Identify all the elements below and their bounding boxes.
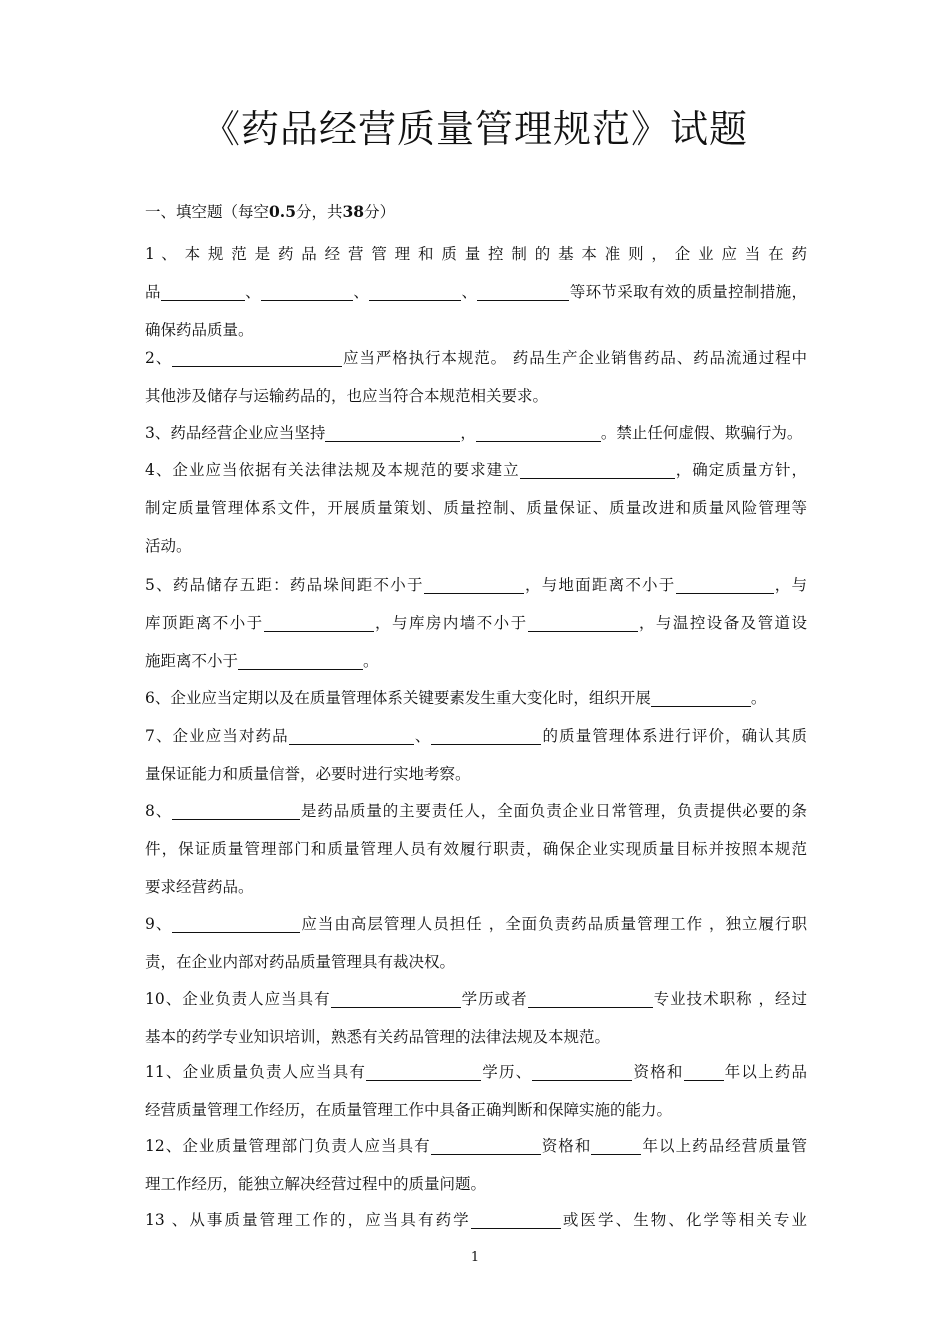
question-12: [145, 1127, 807, 1203]
fill-in-blank[interactable]: [325, 421, 460, 442]
question-text: 、: [353, 283, 370, 301]
fill-in-blank[interactable]: [520, 458, 675, 479]
question-10-line-2: [145, 1018, 807, 1056]
question-text: 。禁止任何虚假、欺骗行为。: [600, 424, 803, 442]
fill-in-blank[interactable]: [431, 724, 541, 745]
question-text: 9、: [145, 915, 173, 933]
question-text: 等环节采取有效的质量控制措施，: [569, 283, 807, 301]
question-text: 或医学、生物、化学等相关专业: [560, 1211, 807, 1229]
question-text: 2、: [145, 349, 173, 367]
question-text: 制定质量管理体系文件，开展质量策划、质量控制、质量保证、质量改进和质量风险管理等: [145, 499, 807, 517]
question-7-line-2: [145, 755, 807, 793]
question-text: 13 、从事质量管理工作的，应当具有药学: [145, 1211, 471, 1229]
question-4-line-1: [145, 451, 807, 489]
question-text: 确保药品质量。: [145, 321, 254, 339]
question-10-line-1: [145, 980, 807, 1018]
fill-in-blank[interactable]: [676, 573, 774, 594]
question-text: 、: [244, 283, 262, 301]
question-3-line-1: [145, 414, 807, 452]
question-text: 10、企业负责人应当具有: [145, 990, 331, 1008]
question-5: [145, 566, 807, 680]
question-2: [145, 339, 807, 415]
question-text: 应当由高层管理人员担任 ，全面负责药品质量管理工作 ，独立履行职: [300, 915, 807, 933]
question-text: 应当严格执行本规范。 药品生产企业销售药品、药品流通过程中: [342, 349, 807, 367]
question-text: 要求经营药品。: [145, 878, 254, 896]
question-11-line-1: [145, 1053, 807, 1091]
fill-in-blank[interactable]: [528, 611, 638, 632]
question-text: 5、药品储存五距：药品垛间距不小于: [145, 576, 424, 594]
question-text: 是药品质量的主要责任人，全面负责企业日常管理，负责提供必要的条: [300, 802, 807, 820]
question-text: 。: [363, 652, 379, 670]
question-text: ，与: [773, 576, 807, 594]
fill-in-blank[interactable]: [684, 1060, 724, 1081]
question-5-line-2: [145, 604, 807, 642]
question-1: [145, 235, 807, 349]
question-7: [145, 717, 807, 793]
question-text: 资格和: [540, 1137, 592, 1155]
question-8-line-3: [145, 868, 807, 906]
question-2-line-2: [145, 377, 807, 415]
question-text: 11、企业质量负责人应当具有: [145, 1063, 367, 1081]
question-text: 、: [461, 283, 478, 301]
question-13-line-1: [145, 1201, 807, 1239]
section-heading: 一、填空题（每空0.5分，共38分）: [145, 202, 396, 221]
question-text: 年以上药品经营质量管: [641, 1137, 807, 1155]
fill-in-blank[interactable]: [528, 987, 653, 1008]
question-text: 理工作经历，能独立解决经营过程中的质量问题。: [145, 1175, 487, 1193]
fill-in-blank[interactable]: [369, 280, 461, 301]
question-7-line-1: [145, 717, 807, 755]
question-text: 资格和: [632, 1063, 684, 1081]
document-title: 《药品经营质量管理规范》试题: [201, 107, 748, 151]
question-12-line-2: [145, 1165, 807, 1203]
question-2-line-1: [145, 339, 807, 377]
question-text: 基本的药学专业知识培训，熟悉有关药品管理的法律法规及本规范。: [145, 1028, 611, 1046]
question-text: 12、企业质量管理部门负责人应当具有: [145, 1137, 431, 1155]
question-9-line-1: [145, 905, 807, 943]
fill-in-blank[interactable]: [172, 912, 300, 933]
question-10: [145, 980, 807, 1056]
question-8-line-1: [145, 792, 807, 830]
question-text: 专业技术职称 ，经过: [652, 990, 807, 1008]
fill-in-blank[interactable]: [289, 724, 414, 745]
question-text: 6、企业应当定期以及在质量管理体系关键要素发生重大变化时，组织开展: [145, 689, 651, 707]
fill-in-blank[interactable]: [366, 1060, 481, 1081]
question-text: ，确定质量方针，: [674, 461, 807, 479]
fill-in-blank[interactable]: [651, 686, 751, 707]
question-text: 活动。: [145, 537, 192, 555]
question-text: 8、: [145, 802, 173, 820]
question-text: ，: [460, 424, 476, 442]
question-text: 品: [145, 283, 161, 301]
question-text: 经营质量管理工作经历，在质量管理工作中具备正确判断和保障实施的能力。: [145, 1101, 673, 1119]
question-text: 量保证能力和质量信誉，必要时进行实地考察。: [145, 765, 471, 783]
question-4: [145, 451, 807, 565]
question-3: [145, 414, 807, 452]
question-5-line-3: [145, 642, 807, 680]
question-text: 、: [413, 727, 432, 745]
fill-in-blank[interactable]: [424, 573, 524, 594]
question-text: ，与温控设备及管道设: [637, 614, 807, 632]
question-1-line-1: [145, 235, 807, 273]
question-text: 其他涉及储存与运输药品的，也应当符合本规范相关要求。: [145, 387, 549, 405]
question-6-line-1: [145, 679, 807, 717]
fill-in-blank[interactable]: [532, 1060, 632, 1081]
question-text: 4、企业应当依据有关法律法规及本规范的要求建立: [145, 461, 520, 479]
fill-in-blank[interactable]: [172, 346, 342, 367]
question-11-line-2: [145, 1091, 807, 1129]
question-9-line-2: [145, 943, 807, 981]
question-text: 。: [750, 689, 767, 707]
page-number: 1: [470, 1250, 480, 1265]
fill-in-blank[interactable]: [471, 1208, 561, 1229]
fill-in-blank[interactable]: [172, 799, 300, 820]
fill-in-blank[interactable]: [431, 1134, 541, 1155]
question-text: 年以上药品: [723, 1063, 807, 1081]
question-8-line-2: [145, 830, 807, 868]
fill-in-blank[interactable]: [238, 649, 363, 670]
fill-in-blank[interactable]: [331, 987, 461, 1008]
question-text: 7、企业应当对药品: [145, 727, 289, 745]
question-6: [145, 679, 807, 717]
question-text: 责，在企业内部对药品质量管理具有裁决权。: [145, 953, 456, 971]
question-text: 库顶距离不小于: [145, 614, 264, 632]
question-8: [145, 792, 807, 906]
question-13: [145, 1201, 807, 1239]
fill-in-blank[interactable]: [161, 280, 245, 301]
fill-in-blank[interactable]: [476, 421, 601, 442]
question-4-line-2: [145, 489, 807, 527]
fill-in-blank[interactable]: [477, 280, 569, 301]
question-text: ，与库房内墙不小于: [373, 614, 528, 632]
question-11: [145, 1053, 807, 1129]
question-text: 学历、: [481, 1063, 533, 1081]
question-text: 的质量管理体系进行评价，确认其质: [541, 727, 807, 745]
fill-in-blank[interactable]: [591, 1134, 641, 1155]
question-12-line-1: [145, 1127, 807, 1165]
question-text: 学历或者: [460, 990, 528, 1008]
fill-in-blank[interactable]: [264, 611, 374, 632]
question-text: 3、药品经营企业应当坚持: [145, 424, 326, 442]
question-text: 件，保证质量管理部门和质量管理人员有效履行职责，确保企业实现质量目标并按照本规范: [145, 840, 807, 858]
question-text: ，与地面距离不小于: [523, 576, 676, 594]
question-9: [145, 905, 807, 981]
question-4-line-3: [145, 527, 807, 565]
question-1-line-2: [145, 273, 807, 311]
question-text: 1 、 本 规 范 是 药 品 经 营 管 理 和 质 量 控 制 的 基 本 准 则 ， 企 业 应 当 在 药: [145, 245, 807, 263]
question-text: 施距离不小于: [145, 652, 239, 670]
fill-in-blank[interactable]: [261, 280, 353, 301]
question-5-line-1: [145, 566, 807, 604]
